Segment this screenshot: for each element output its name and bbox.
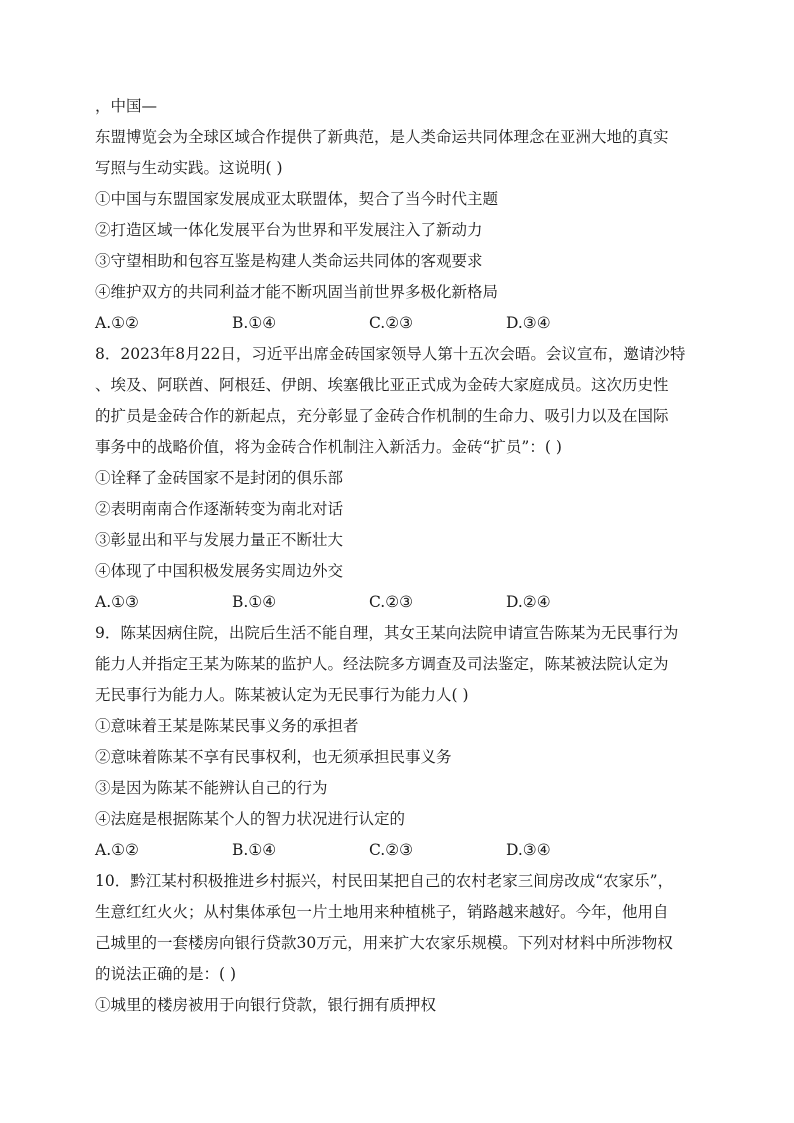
option-b: B.①④ [232,314,277,332]
question-8-stem [95,339,715,463]
question-7-stem [95,91,715,184]
statement: ②表明南南合作逐渐转变为南北对话 [95,500,344,518]
stem-line: 的说法正确的是：( ) [95,965,237,983]
statement: ④法庭是根据陈某个人的智力状况进行认定的 [95,810,406,828]
question-7-statements [95,184,715,308]
question-9-options [95,835,715,866]
question-8-statements [95,463,715,587]
statement: ①城里的楼房被用于向银行贷款，银行拥有质押权 [95,996,437,1014]
option-a: A.①② [95,314,139,332]
option-c: C.②③ [369,841,414,859]
option-d: D.②④ [506,593,551,611]
question-7-options [95,308,715,339]
statement: ④维护双方的共同利益才能不断巩固当前世界多极化新格局 [95,283,499,301]
stem-line: 无民事行为能力人。陈某被认定为无民事行为能力人( ) [95,686,469,704]
stem-line: 、埃及、阿联酋、阿根廷、伊朗、埃塞俄比亚正式成为金砖大家庭成员。这次历史性 [95,376,669,394]
question-8-options [95,587,715,618]
stem-line: 10．黔江某村积极推进乡村振兴，村民田某把自己的农村老家三间房改成“农家乐”， [95,872,674,890]
statement: ①诠释了金砖国家不是封闭的俱乐部 [95,469,344,487]
question-10-stem [95,866,715,990]
statement: ①中国与东盟国家发展成亚太联盟体，契合了当今时代主题 [95,190,499,208]
option-d: D.③④ [506,841,551,859]
option-c: C.②③ [369,593,414,611]
statement: ④体现了中国积极发展务实周边外交 [95,562,344,580]
statement: ③彰显出和平与发展力量正不断壮大 [95,531,344,549]
option-c: C.②③ [369,314,414,332]
option-b: B.①④ [232,841,277,859]
statement: ①意味着王某是陈某民事义务的承担者 [95,717,359,735]
statement: ③守望相助和包容互鉴是构建人类命运共同体的客观要求 [95,252,483,270]
option-a: A.①② [95,841,139,859]
stem-line: 的扩员是金砖合作的新起点，充分彰显了金砖合作机制的生命力、吸引力以及在国际 [95,407,669,425]
option-b: B.①④ [232,593,277,611]
stem-line: 生意红红火火；从村集体承包一片土地用来种植桃子，销路越来越好。今年，他用自 [95,903,669,921]
question-content [95,91,715,1021]
statement: ③是因为陈某不能辨认自己的行为 [95,779,328,797]
stem-line: 写照与生动实践。这说明( ) [95,159,283,177]
stem-line: 事务中的战略价值，将为金砖合作机制注入新活力。金砖“扩员”：( ) [95,438,562,456]
question-9-statements [95,711,715,835]
question-10-statements [95,990,715,1021]
option-a: A.①③ [95,593,139,611]
stem-line: 8．2023年8月22日，习近平出席金砖国家领导人第十五次会晤。会议宣布，邀请沙特 [95,345,686,363]
question-9-stem [95,618,715,711]
stem-line: 东盟博览会为全球区域合作提供了新典范，是人类命运共同体理念在亚洲大地的真实 [95,128,669,146]
statement: ②意味着陈某不享有民事权利，也无须承担民事义务 [95,748,452,766]
statement: ②打造区域一体化发展平台为世界和平发展注入了新动力 [95,221,483,239]
option-d: D.③④ [506,314,551,332]
stem-line: ，中国— [95,97,158,115]
stem-line: 己城里的一套楼房向银行贷款30万元，用来扩大农家乐规模。下列对材料中所涉物权 [95,934,673,952]
stem-line: 9．陈某因病住院，出院后生活不能自理，其女王某向法院申请宣告陈某为无民事行为 [95,624,679,642]
stem-line: 能力人并指定王某为陈某的监护人。经法院多方调查及司法鉴定，陈某被法院认定为 [95,655,669,673]
